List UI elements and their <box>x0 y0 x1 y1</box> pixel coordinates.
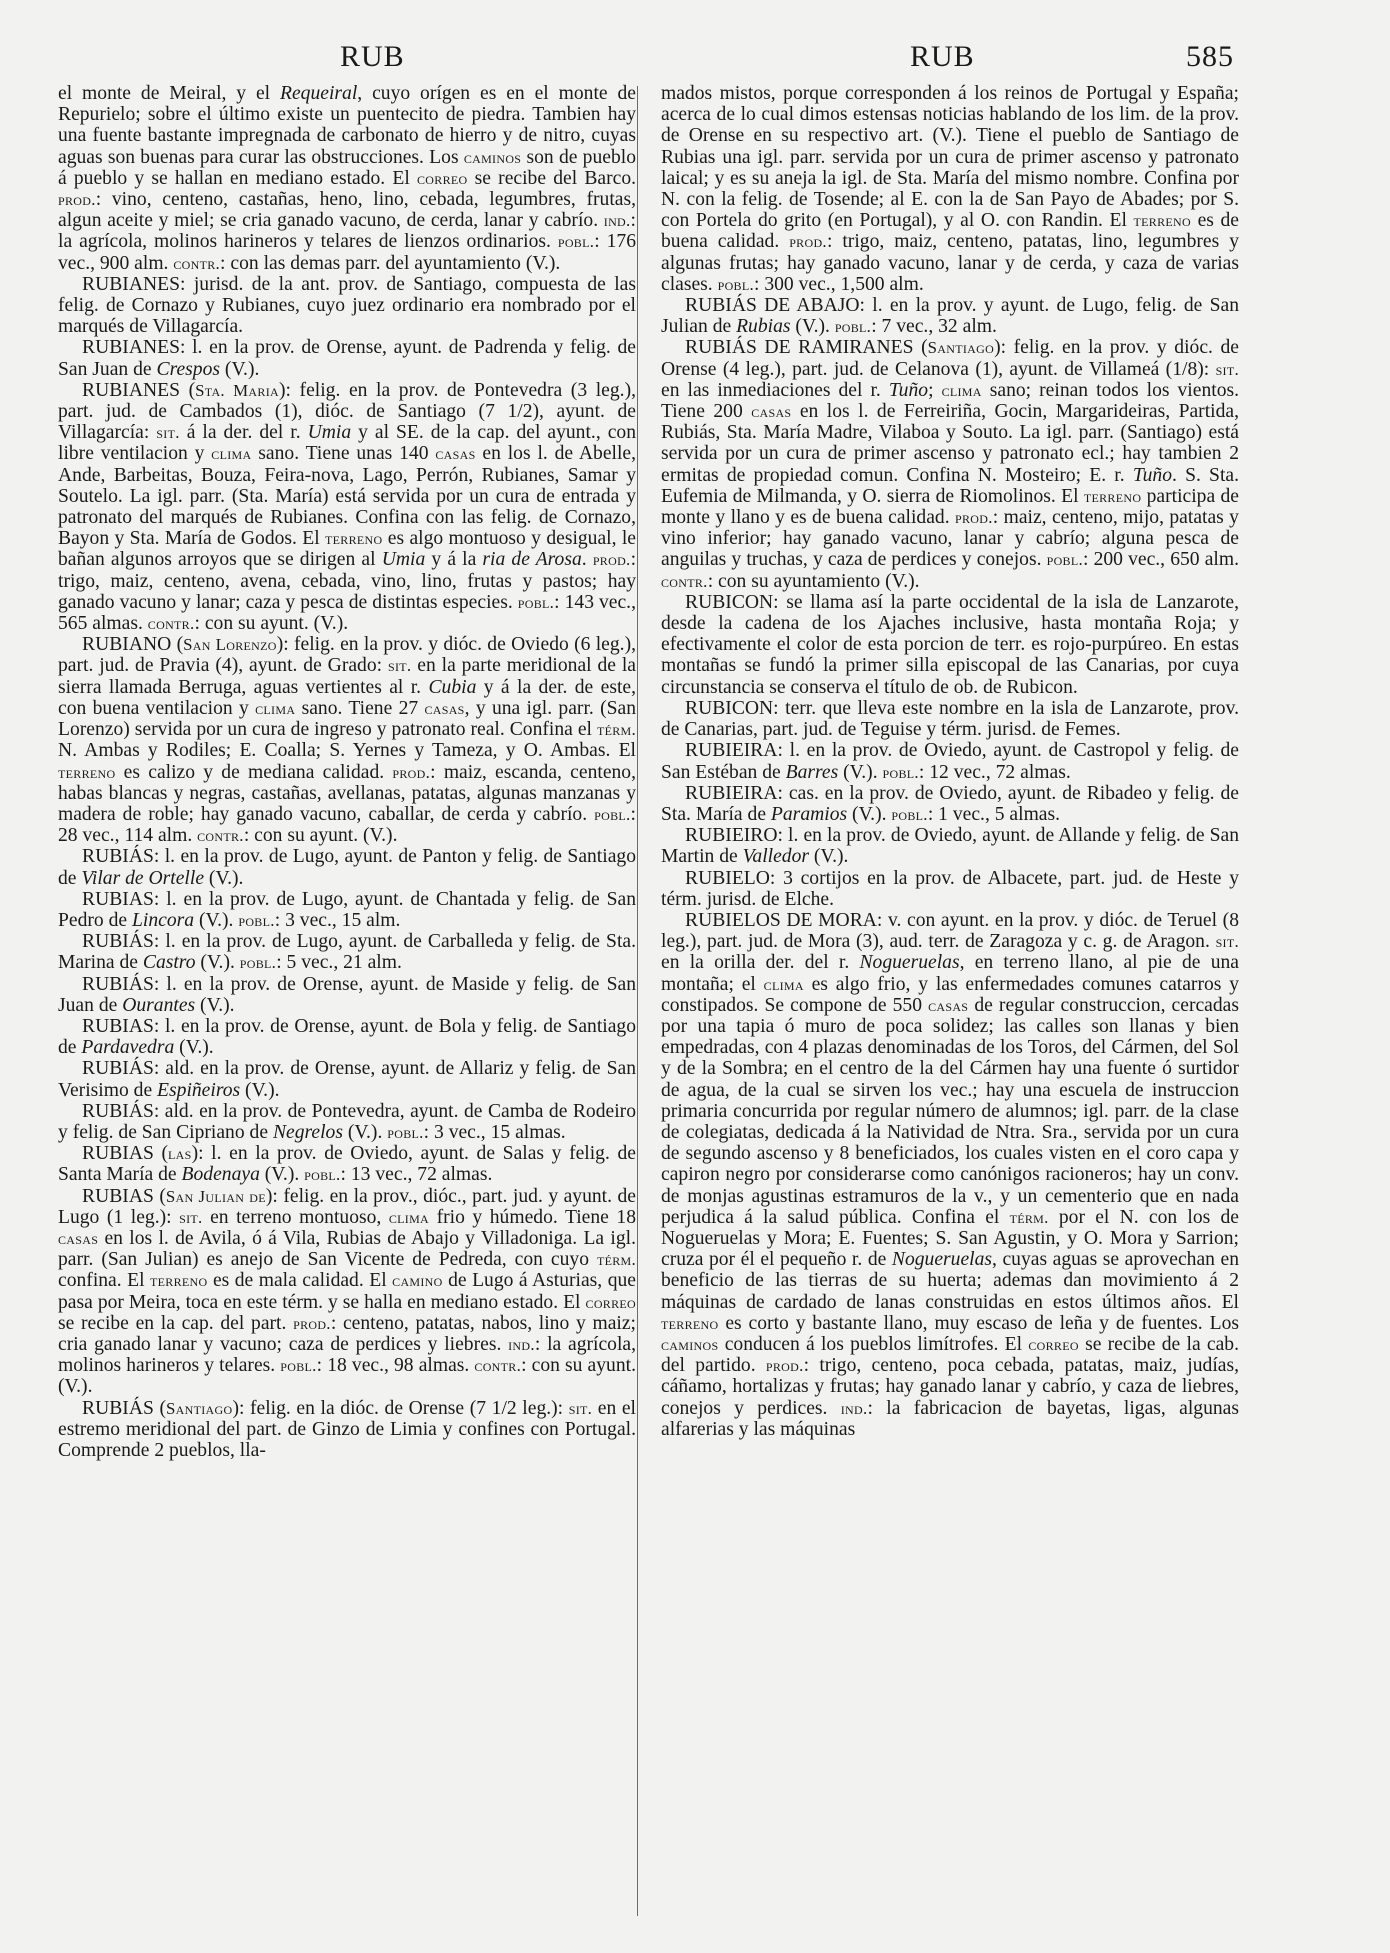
entry-text: es algo frio, y las enfermedades comunes catarros y constipados. Se compone de 550 <box>661 973 1239 1016</box>
entry-text: y al SE. de la cap. del ayunt., con libre ventilacion y <box>58 422 636 465</box>
entry-text: contr. <box>661 571 708 591</box>
entry-text: Tuño <box>888 379 929 401</box>
entry-text: (V.). <box>195 994 235 1016</box>
entry-text: se recibe de la cab. del partido. <box>661 1333 1239 1377</box>
entry-text: pobl. <box>891 804 928 824</box>
entry-text: casas <box>435 444 476 464</box>
entry-text: prod. <box>955 508 993 528</box>
entry-text: es de mala calidad. El <box>207 1270 393 1292</box>
entry-text: (V.). <box>240 1079 280 1101</box>
entry-text: : 3 vec., 15 alm. <box>274 909 401 931</box>
entry-text: : 7 vec., 32 alm. <box>871 316 997 338</box>
entry-text: y á la <box>425 549 483 571</box>
entry-text: RUBIÁS: l. en la prov. de Orense, ayunt. de Maside y felig. de San Juan de <box>58 973 636 1016</box>
entry-text: Pardavedra <box>81 1037 175 1059</box>
dictionary-entry <box>58 380 636 634</box>
dictionary-entry <box>58 1101 636 1143</box>
entry-text: ): l. en la prov. de Oviedo, ayunt. de Salas y felig. de Santa María de <box>58 1143 636 1186</box>
entry-text: RUBIAS: l. en la prov. de Orense, ayunt. de Bola y felig. de Santiago de <box>58 1015 636 1059</box>
dictionary-entry <box>661 868 1239 910</box>
entry-text: Bodenaya <box>181 1164 260 1186</box>
entry-text: Nogueruelas <box>859 952 960 974</box>
entry-text: correo <box>585 1292 636 1312</box>
dictionary-entry <box>58 889 636 931</box>
entry-text: prod. <box>293 1313 331 1333</box>
entry-text: por el N. con los de Nogueruelas y Mora; E. Fuentes; S. San Agustin, y O. Mora y Sarrion; cruza por él el pequeño r. de <box>661 1206 1239 1271</box>
entry-text: : 143 vec., 565 almas. <box>58 591 636 635</box>
entry-text: pobl. <box>717 274 754 294</box>
entry-text: sano. Tiene 27 <box>295 697 425 719</box>
entry-text: : 12 vec., 72 almas. <box>918 761 1071 783</box>
entry-text: : 28 vec., 114 alm. <box>58 803 636 847</box>
entry-text: clima <box>941 380 982 400</box>
entry-text: prod. <box>58 190 96 210</box>
entry-text: (V.). <box>259 1164 305 1186</box>
dictionary-entry <box>58 846 636 888</box>
entry-text: Nogueruelas <box>891 1249 993 1271</box>
entry-text: casas <box>58 1228 99 1248</box>
entry-text: : 1 vec., 5 almas. <box>927 803 1061 825</box>
entry-text: RUBIÁS: ald. en la prov. de Pontevedra, ayunt. de Camba de Rodeiro y felig. de San Cipriano de <box>58 1100 636 1143</box>
entry-text: : 18 vec., 98 almas. <box>316 1355 475 1377</box>
entry-text: RUBIEIRO: l. en la prov. de Oviedo, ayunt. de Allande y felig. de San Martin de <box>661 825 1239 868</box>
entry-text: RUBIAS: l. en la prov. de Lugo, ayunt. de Chantada y felig. de San Pedro de <box>58 888 636 931</box>
entry-text: : la agrícola, molinos harineros y telares. <box>58 1333 636 1377</box>
entry-text: (V.). <box>194 909 239 931</box>
dictionary-entry <box>661 783 1239 825</box>
dictionary-entry <box>661 83 1239 295</box>
entry-text: : 3 vec., 15 almas. <box>423 1121 566 1143</box>
entry-text: terreno <box>1133 211 1191 231</box>
entry-text: RUBIÁS: l. en la prov. de Lugo, ayunt. de Carballeda y felig. de Sta. Marina de <box>58 931 636 974</box>
dictionary-entry <box>58 931 636 973</box>
entry-text: es calizo y de mediana calidad. <box>115 761 393 783</box>
entry-text: pobl. <box>238 910 275 930</box>
entry-text: (V.). <box>204 867 244 889</box>
dictionary-entry <box>58 1016 636 1058</box>
entry-text: en los l. de Ferreiriña, Gocin, Margarideiras, Partida, Rubiás, Sta. María Madre, Vilaboa y Souto. La igl. parr. (Santiago) está servida por un cura de primer ascenso y patronato ecl.; hay tambien 2 ermitas de propiedad comun. Confina N. Mosteiro; E. r. <box>661 401 1239 486</box>
entry-text: : con su ayunt. (V.). <box>58 1355 636 1398</box>
entry-text: RUBIÁS DE RAMIRANES ( <box>685 337 928 359</box>
entry-text: : vino, centeno, castañas, heno, lino, cebada, legumbres, frutas, algun aceite y miel; se cria ganado vacuno, de cerda, lanar y cabrío. <box>58 189 636 232</box>
entry-text: pobl. <box>304 1165 341 1185</box>
entry-text: ria de Arosa <box>482 549 582 571</box>
entry-text: clima <box>388 1207 430 1227</box>
entry-text: RUBIANES: jurisd. de la ant. prov. de Santiago, compuesta de las felig. de Cornazo y Rubianes, cuyo juez ordinario era nombrado por el marqués de Villagarcía. <box>58 273 636 338</box>
entry-text: Negrelos <box>272 1121 343 1143</box>
right-running-head: RUB <box>910 40 975 73</box>
entry-text: (V.). <box>838 761 883 783</box>
entry-text: RUBICON: terr. que lleva este nombre en la isla de Lanzarote, prov. de Canarias, part. jud. de Teguise y térm. jurisd. de Femes. <box>661 697 1239 741</box>
entry-text: , cuyo orígen es en el monte de Repurielo; sobre el último existe un puentecito de piedra. Tambien hay una fuente bastante impregnada de carbonato de hierro y de nitro, cuyas aguas son buenas para curar las obstrucciones. Los <box>58 83 636 168</box>
running-head <box>0 40 1390 80</box>
entry-text: : trigo, maiz, centeno, avena, cebada, vino, lino, frutas y pastos; hay ganado vacuno y lanar; caza y pesca de distintas especies. <box>58 549 636 613</box>
entry-text: RUBIÁS ( <box>82 1397 166 1419</box>
entry-text: se recibe del Barco. <box>467 167 636 189</box>
dictionary-entry <box>58 634 636 846</box>
entry-text: San Lorenzo <box>183 635 277 655</box>
entry-text: contr. <box>147 614 195 634</box>
entry-text: á la der. del r. <box>179 422 308 444</box>
entry-text: Santiago <box>166 1398 233 1418</box>
entry-text: : con las demas parr. del ayuntamiento (V.). <box>220 252 561 274</box>
entry-text: contr. <box>197 826 244 846</box>
entry-text: ): felig. en la dióc. de Orense (7 1/2 leg.): <box>232 1397 569 1419</box>
entry-text: RUBIEIRA: l. en la prov. de Oviedo, ayunt. de Castropol y felig. de San Estéban de <box>661 740 1239 783</box>
entry-text: : maiz, centeno, mijo, patatas y vino inferior; hay ganado vacuno, lanar y cabrío; alguna pesca de anguilas y truchas, y caza de perdices y conejos. <box>661 507 1239 571</box>
entry-text: ind. <box>840 1398 868 1418</box>
entry-text: RUBIAS ( <box>82 1185 166 1207</box>
entry-text: , y una igl. parr. (San Lorenzo) servida por un cura de ingreso y patronato real. Confina el <box>58 697 636 741</box>
entry-text: : 5 vec., 21 alm. <box>276 952 402 974</box>
entry-text: sit. <box>387 656 412 676</box>
entry-text: (V.). <box>220 358 260 380</box>
entry-text: son de pueblo á pueblo y se hallan en mediano estado. El <box>58 146 636 189</box>
entry-text: Umia <box>307 422 352 444</box>
entry-text: prod. <box>592 550 631 570</box>
entry-text: en las inmediaciones del r. <box>661 379 889 401</box>
entry-text: Paramios <box>770 803 848 825</box>
dictionary-entry <box>58 1143 636 1185</box>
entry-text: pobl. <box>834 317 872 337</box>
page-number: 585 <box>1186 40 1234 73</box>
dictionary-entry <box>58 83 636 274</box>
dictionary-entry <box>661 592 1239 698</box>
entry-text: y á la der. de este, con buena ventilacion y <box>58 676 636 719</box>
entry-text: RUBIANO ( <box>82 634 184 656</box>
entry-text: pobl. <box>280 1356 317 1376</box>
dictionary-entry <box>58 1058 636 1100</box>
entry-text: RUBIELOS DE MORA: v. con ayunt. en la prov. y dióc. de Teruel (8 leg.), part. jud. de Mora (3), aud. terr. de Zaragoza y c. g. de Aragon. <box>661 909 1239 953</box>
entry-text: sit. <box>1215 359 1239 379</box>
entry-text: correo <box>1028 1334 1079 1354</box>
left-running-head: RUB <box>340 40 405 73</box>
entry-text: térm. <box>1009 1207 1049 1227</box>
entry-text: Barres <box>785 761 839 783</box>
entry-text: Castro <box>142 952 196 974</box>
entry-text: sit. <box>179 1207 203 1227</box>
dictionary-entry <box>661 910 1239 1440</box>
entry-text: ): felig. en la prov. de Pontevedra (3 leg.), part. jud. de Cambados (1), dióc. de Santiago (7 1/2), ayunt. de Villagarcía: <box>58 379 636 444</box>
entry-text: Crespos <box>156 358 221 380</box>
dictionary-entry <box>58 974 636 1016</box>
entry-text: Ourantes <box>122 994 196 1016</box>
entry-text: N. Ambas y Rodiles; E. Coalla; S. Yernes y Tameza, y O. Ambas. El <box>58 740 636 762</box>
entry-text: térm. <box>596 1250 636 1270</box>
left-column <box>58 83 636 1923</box>
entry-text: (V.). <box>847 803 892 825</box>
entry-text: caminos <box>661 1334 719 1354</box>
entry-text: Rubias <box>736 316 791 338</box>
entry-text: casas <box>751 402 792 422</box>
entry-text: RUBICON: se llama así la parte occidental de la isla de Lanzarote, desde la cadena de los Ajaches inclusive, hasta montaña Roja; y efectivamente el color de esta porcion de terr. es rojo-purpúreo. En estas montañas se fundó la primer silla episcopal de las Canarias, por cuya circunstancia se conserva el título de ob. de Rubicon. <box>661 591 1239 698</box>
entry-text: casas <box>928 995 969 1015</box>
entry-text: confina. El <box>58 1270 151 1292</box>
entry-text: prod. <box>765 1356 804 1376</box>
entry-text: : trigo, centeno, poca cebada, patatas, maiz, judías, cáñamo, hortalizas y frutas; hay ganado lanar y cabrío, y caza de liebres, conejos y perdices. <box>661 1355 1239 1419</box>
entry-text: (V.). <box>195 952 240 974</box>
entry-text: casas <box>424 698 465 718</box>
entry-text: de Lugo á Asturias, que pasa por Meira, toca en este térm. y se halla en mediano estado. El <box>58 1270 636 1313</box>
entry-text: en el estremo meridional del part. de Ginzo de Limia y confines con Portugal. Comprende 2 pueblos, lla- <box>58 1397 636 1461</box>
entry-text: Requeiral <box>280 83 358 104</box>
entry-text: Umia <box>381 549 426 571</box>
dictionary-entry <box>58 1398 636 1462</box>
entry-text: el monte de Meiral, y el <box>58 83 281 104</box>
entry-text: de regular construccion, cercadas por una tapia ó muro de poca solidez; las calles son llanas y bien empedradas, con 4 plazas denominadas de los Toros, del Cármen, del Sol y de la Sombra; en el centro de la del Cármen hay una fuente ó surtidor de agua, de la cual se sirven los vec.; hay una escuela de instruccion primaria concurrida por regular número de alumnos; igl. parr. de la clase de colegiatas, dedicada á la Natividad de Ntra. Sra., servida por un cura de segundo ascenso y 8 beneficiados, los cuales visten en el coro capa y capiron negro por considerarse como canónigos racioneros; hay un conv. de monjas agustinas estramuros de la v., y un cementerio que en nada perjudica á la salud pública. Confina el <box>661 994 1239 1228</box>
entry-text: sit. <box>1215 932 1239 952</box>
entry-text: terreno <box>325 529 383 549</box>
entry-text: las <box>168 1144 192 1164</box>
entry-text: (V.). <box>790 316 835 338</box>
entry-text: : 200 vec., 650 alm. <box>1083 549 1239 571</box>
entry-text: pobl. <box>387 1122 424 1142</box>
entry-text: sano; reinan todos los vientos. Tiene 200 <box>661 379 1239 423</box>
dictionary-entry <box>661 825 1239 867</box>
entry-text: pobl. <box>239 953 277 973</box>
entry-text: prod. <box>789 232 827 252</box>
entry-text: es corto y bastante llano, muy escaso de leña y de fuentes. Los <box>718 1312 1239 1334</box>
entry-text: , cuyas aguas se aprovechan en beneficio de las tierras de su huerta; ademas dan movimiento á 2 máquinas de cardado de lanas construidas en estos últimos años. El <box>661 1249 1239 1313</box>
entry-text: : con su ayunt. (V.). <box>194 613 349 635</box>
entry-text: . <box>581 549 593 571</box>
entry-text: Tuño <box>1132 464 1173 486</box>
entry-text: caminos <box>463 147 522 167</box>
entry-text: Santiago <box>927 338 995 358</box>
entry-text: terreno <box>150 1271 208 1291</box>
entry-text: (V.). <box>342 1121 388 1143</box>
entry-text: (V.). <box>809 846 849 868</box>
entry-text: RUBIÁS: l. en la prov. de Lugo, ayunt. de Panton y felig. de Santiago de <box>58 846 636 889</box>
right-column <box>661 83 1239 1923</box>
entry-text: : con su ayuntamiento (V.). <box>707 570 920 592</box>
entry-text: RUBIEIRA: cas. en la prov. de Oviedo, ayunt. de Ribadeo y felig. de Sta. María de <box>661 782 1239 825</box>
entry-text: ind. <box>508 1334 535 1354</box>
dictionary-entry <box>661 295 1239 337</box>
entry-text: mados mistos, porque corresponden á los reinos de Portugal y España; acerca de lo cual dimos estensas noticias hablando de los lim. de la prov. de Orense en su respectivo art. (V.). Tiene el pueblo de Santiago de Rubias una igl. parr. servida por un cura de primer ascenso y patronato laical; y es su aneja la igl. de Sta. María del mismo nombre. Confina por N. con la felig. de Tosende; al E. con la de San Payo de Abades; por S. con Portela do grito (en Portugal), y al O. con Randin. El <box>661 83 1239 232</box>
entry-text: sit. <box>156 423 180 443</box>
entry-text: : maiz, escanda, centeno, habas blancas y negras, castañas, avellanas, patatas, algunas manzanas y madera de roble; hay ganado vacuno, caballar, de cerda y cabrío. <box>58 761 636 825</box>
entry-text: frio y húmedo. Tiene 18 <box>429 1206 636 1228</box>
entry-text: : la fabricacion de bayetas, ligas, algunas alfarerias y las máquinas <box>661 1397 1239 1440</box>
entry-text: ; <box>928 379 942 401</box>
entry-text: sano. Tiene unas 140 <box>251 443 436 465</box>
entry-text: Valledor <box>742 846 810 868</box>
entry-text: RUBIÁS: ald. en la prov. de Orense, ayunt. de Allariz y felig. de San Verisimo de <box>58 1058 636 1101</box>
entry-text: participa de monte y llano y es de buena calidad. <box>661 485 1239 529</box>
dictionary-entry <box>58 1186 636 1398</box>
entry-text: es de buena calidad. <box>661 210 1239 253</box>
entry-text: : con su ayunt. (V.). <box>243 825 398 847</box>
entry-text: : centeno, patatas, nabos, lino y maiz; cria ganado lanar y vacuno; caza de perdices y liebres. <box>58 1312 636 1355</box>
entry-text: Sta. Maria <box>195 380 279 400</box>
entry-text: ): felig. en la prov. y dióc. de Orense (4 leg.), part. jud. de Celanova (1), ayunt. de Villameá (1/8): <box>661 337 1239 380</box>
dictionary-entry <box>661 698 1239 740</box>
entry-text: : 176 vec., 900 alm. <box>58 231 636 274</box>
entry-text: contr. <box>474 1356 522 1376</box>
entry-text: en los l. de Avila, ó á Vila, Rubias de Abajo y Villadoniga. La igl. parr. (San Julian) es anejo de San Vicente de Pedreda, con cuyo <box>58 1227 636 1271</box>
entry-text: (V.). <box>174 1037 214 1059</box>
entry-text: contr. <box>173 253 221 273</box>
entry-text: en los l. de Abelle, Ande, Barbeitas, Bouza, Feira-nova, Lago, Perrón, Rubianes, Samar y Soutelo. La igl. parr. (Sta. María) está servida por un cura de entrada y patronato del marqués de Rubianes. Confina con las felig. de Cornazo, Bayon y Sta. María de Godos. El <box>58 443 636 550</box>
dictionary-entry <box>661 337 1239 591</box>
entry-text: pobl. <box>517 592 555 612</box>
entry-text: ): felig. en la prov., dióc., part. jud. y ayunt. de Lugo (1 leg.): <box>58 1185 636 1228</box>
entry-text: pobl. <box>557 232 595 252</box>
column-divider <box>637 86 638 1916</box>
entry-text: . S. Sta. Eufemia de Milmanda, y O. sierra de Riomolinos. El <box>661 464 1239 507</box>
entry-text: San Julian de <box>165 1186 266 1206</box>
entry-text: RUBIAS ( <box>82 1143 169 1165</box>
entry-text: ): felig. en la prov. y dióc. de Oviedo (6 leg.), part. jud. de Pravia (4), ayunt. de Grado: <box>58 634 636 677</box>
entry-text: Vilar de Ortelle <box>81 867 205 889</box>
entry-text: Cubia <box>428 676 477 698</box>
dictionary-entry <box>58 337 636 379</box>
entry-text: en la orilla der. del r. <box>661 952 860 974</box>
entry-text: prod. <box>392 762 431 782</box>
entry-text: clima <box>763 974 804 994</box>
dictionary-entry <box>661 740 1239 782</box>
entry-text: RUBIELO: 3 cortijos en la prov. de Albacete, part. jud. de Heste y térm. jurisd. de Elche. <box>661 867 1239 910</box>
entry-text: terreno <box>661 1313 719 1333</box>
entry-text: en la parte meridional de la sierra llamada Berruga, aguas vertientes al r. <box>58 655 636 698</box>
entry-text: se recibe en la cap. del part. <box>58 1312 294 1334</box>
entry-text: : la agrícola, molinos harineros y telares de lienzos ordinarios. <box>58 210 636 253</box>
entry-text: sit. <box>568 1398 593 1418</box>
entry-text: terreno <box>58 762 116 782</box>
entry-text: RUBIANES ( <box>82 379 196 401</box>
entry-text: ind. <box>603 211 631 231</box>
entry-text: Lincora <box>132 909 195 931</box>
entry-text: en terreno montuoso, <box>202 1206 389 1228</box>
entry-text: pobl. <box>594 804 631 824</box>
dictionary-entry <box>58 274 636 338</box>
entry-text: terreno <box>1083 486 1142 506</box>
entry-text: Espiñeiros <box>157 1079 241 1101</box>
entry-text: RUBIÁS DE ABAJO: l. en la prov. y ayunt. de Lugo, felig. de San Julian de <box>661 295 1239 338</box>
entry-text: : trigo, maiz, centeno, patatas, lino, legumbres y algunas frutas; hay ganado vacuno, lanar y de cerda, y caza de varias clases. <box>661 231 1239 295</box>
entry-text: clima <box>211 444 252 464</box>
entry-text: pobl. <box>882 762 919 782</box>
entry-text: conducen á los pueblos limítrofes. El <box>718 1333 1029 1355</box>
entry-text: térm. <box>596 720 636 740</box>
entry-text: correo <box>417 168 468 188</box>
entry-text: es algo montuoso y desigual, le bañan algunos arroyos que se dirigen al <box>58 528 636 571</box>
entry-text: RUBIANES: l. en la prov. de Orense, ayunt. de Padrenda y felig. de San Juan de <box>58 337 636 380</box>
entry-text: , en terreno llano, al pie de una montaña; el <box>661 952 1239 995</box>
entry-text: : 300 vec., 1,500 alm. <box>753 273 924 295</box>
entry-text: : 13 vec., 72 almas. <box>340 1164 493 1186</box>
entry-text: pobl. <box>1046 550 1083 570</box>
entry-text: camino <box>392 1271 443 1291</box>
entry-text: clima <box>255 698 296 718</box>
